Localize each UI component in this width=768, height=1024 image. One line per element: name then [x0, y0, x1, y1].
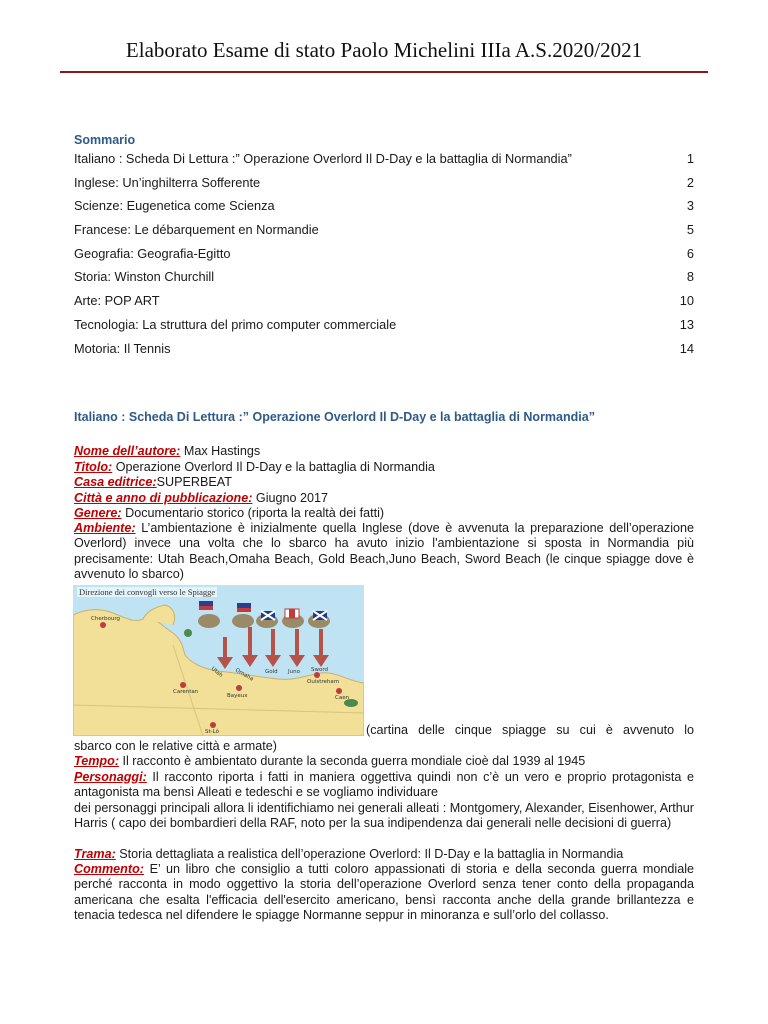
beach-label-utah: Utah	[209, 665, 224, 679]
info-ambiente	[74, 521, 694, 583]
field-value: E’ un libro che consiglio a tutti coloro appassionati di storia e della seconda guerra mondiale perché racconta in modo oggettivo la storia dell’operazione Overlord senza tener conto della propaganda americana che esalta l'efficacia dell'esercito americano, bensì racconta anche della grande brillantezza e tenacia tedesca nel difendere le spiagge Normanne seppur in minoranza e sull’orlo del collasso.	[74, 862, 694, 923]
info-citta-anno	[74, 491, 694, 506]
toc-entry-scienze[interactable]	[74, 197, 694, 221]
toc-entry-label: Storia: Winston Churchill	[74, 269, 215, 285]
town-label-carentan: Carentan	[173, 689, 199, 695]
info-tempo	[74, 754, 694, 769]
page-title: Elaborato Esame di stato Paolo Michelini IIIa A.S.2020/2021	[125, 38, 643, 62]
map-caption-line2: sbarco con le relative città e armate)	[74, 738, 277, 753]
field-value: Operazione Overlord Il D-Day e la battaglia di Normandia	[112, 459, 435, 474]
normandy-beaches-map	[73, 585, 364, 736]
town-label-ouistreham: Ouistreham	[307, 679, 340, 685]
info-titolo	[74, 460, 694, 475]
town-label-cherbourg: Cherbourg	[91, 616, 120, 622]
info-commento	[74, 862, 694, 924]
toc-entry-italiano[interactable]	[74, 150, 694, 174]
field-value: SUPERBEAT	[156, 475, 232, 489]
toc-entry-page: 10	[679, 293, 694, 309]
field-value: Documentario storico (riporta la realtà dei fatti)	[121, 506, 385, 520]
field-label: Personaggi:	[74, 769, 147, 784]
town-label-bayeux: Bayeux	[227, 693, 248, 699]
toc-entry-motoria[interactable]	[74, 340, 694, 364]
toc-entry-geografia[interactable]	[74, 245, 694, 269]
town-label-caen: Caen	[335, 695, 350, 701]
toc-title: Sommario	[74, 133, 136, 147]
field-label: Genere:	[74, 506, 122, 520]
map-caption-line1: (cartina delle cinque spiagge su cui è avvenuto lo	[366, 723, 694, 737]
toc-entry-francese[interactable]	[74, 221, 694, 245]
toc-entry-page: 3	[686, 198, 694, 214]
field-label: Ambiente:	[74, 521, 136, 535]
toc-entry-label: Italiano : Scheda Di Lettura :” Operazione Overlord Il D-Day e la battaglia di Normandia”	[74, 151, 572, 166]
field-label: Casa editrice:	[74, 475, 157, 489]
toc-entry-inglese[interactable]	[74, 174, 694, 198]
beach-label-juno: Juno	[288, 669, 300, 675]
info-trama	[74, 847, 694, 862]
info-casa-editrice	[74, 475, 694, 490]
town-label-st-lo: St-Lô	[205, 729, 219, 735]
toc-entry-label: Tecnologia: La struttura del primo computer commerciale	[74, 316, 397, 332]
header-divider	[60, 71, 708, 73]
info-genere	[74, 506, 694, 521]
field-label: Nome dell’autore:	[74, 444, 181, 458]
info-personaggi	[74, 770, 694, 801]
toc-entry-page: 2	[686, 174, 694, 190]
info-autore	[74, 444, 694, 459]
field-value: Il racconto riporta i fatti in maniera oggettiva quindi non c’è un vero e proprio protagonista e antagonista ma bensì Alleati e tedeschi e se vogliamo individuare	[74, 769, 694, 799]
toc-entry-label: Arte: POP ART	[74, 293, 160, 309]
field-value: Storia dettagliata a realistica dell’operazione Overlord: Il D-Day e la battaglia in Normandia	[115, 847, 624, 861]
field-value: Il racconto è ambientato durante la seconda guerra mondiale cioè dal 1939 al 1945	[119, 754, 586, 768]
map-illustration	[73, 585, 364, 736]
field-value: Giugno 2017	[252, 490, 329, 505]
toc-entry-label: Inglese: Un’inghilterra Sofferente	[74, 174, 261, 190]
field-label: Titolo:	[74, 459, 113, 474]
toc-entry-label: Francese: Le débarquement en Normandie	[74, 222, 319, 238]
toc-entry-page: 8	[686, 269, 694, 285]
toc-entry-page: 1	[686, 151, 694, 166]
field-label: Commento:	[74, 862, 144, 876]
toc-entry-label: Geografia: Geografia-Egitto	[74, 245, 231, 261]
toc-entry-label: Motoria: Il Tennis	[74, 340, 171, 356]
beach-label-sword: Sword	[311, 667, 329, 673]
toc-entry-page: 14	[679, 340, 694, 356]
toc-entry-label: Scienze: Eugenetica come Scienza	[74, 198, 275, 214]
toc-entry-tecnologia[interactable]	[74, 316, 694, 340]
toc-entry-page: 5	[686, 222, 694, 238]
toc-entry-page: 13	[679, 316, 694, 332]
beach-label-omaha: Omaha	[234, 667, 255, 683]
field-label: Tempo:	[74, 754, 120, 768]
map-title: Direzione dei convogli verso le Spiagge	[79, 587, 216, 597]
table-of-contents	[74, 150, 694, 363]
field-label: Città e anno di pubblicazione:	[74, 490, 253, 505]
toc-entry-arte[interactable]	[74, 292, 694, 316]
field-label: Trama:	[74, 847, 116, 861]
toc-entry-storia[interactable]	[74, 268, 694, 292]
toc-entry-page: 6	[686, 245, 694, 261]
section-heading: Italiano : Scheda Di Lettura :” Operazione Overlord Il D-Day e la battaglia di Normandia”	[74, 410, 595, 424]
field-value: L’ambientazione è inizialmente quella Inglese (dove è avvenuta la preparazione dell’operazione Overlord) invece una volta che lo sbarco ha avuto inizio l'ambientazione si sposta in Normandia più precisamente: Utah Beach,Omaha Beach, Gold Beach,Juno Beach, Sword Beach (le cinque spiagge dove è avvenuto lo sbarco)	[74, 521, 694, 582]
info-personaggi-cont: dei personaggi principali allora li identifichiamo nei generali alleati : Montgomery, Alexander, Eisenhower, Arthur Harris ( capo dei bombardieri della RAF, noto per la sua indipendenza dai generali nelle decisioni di guerra)	[74, 800, 694, 830]
field-value: Max Hastings	[180, 444, 261, 458]
beach-label-gold: Gold	[265, 669, 278, 675]
